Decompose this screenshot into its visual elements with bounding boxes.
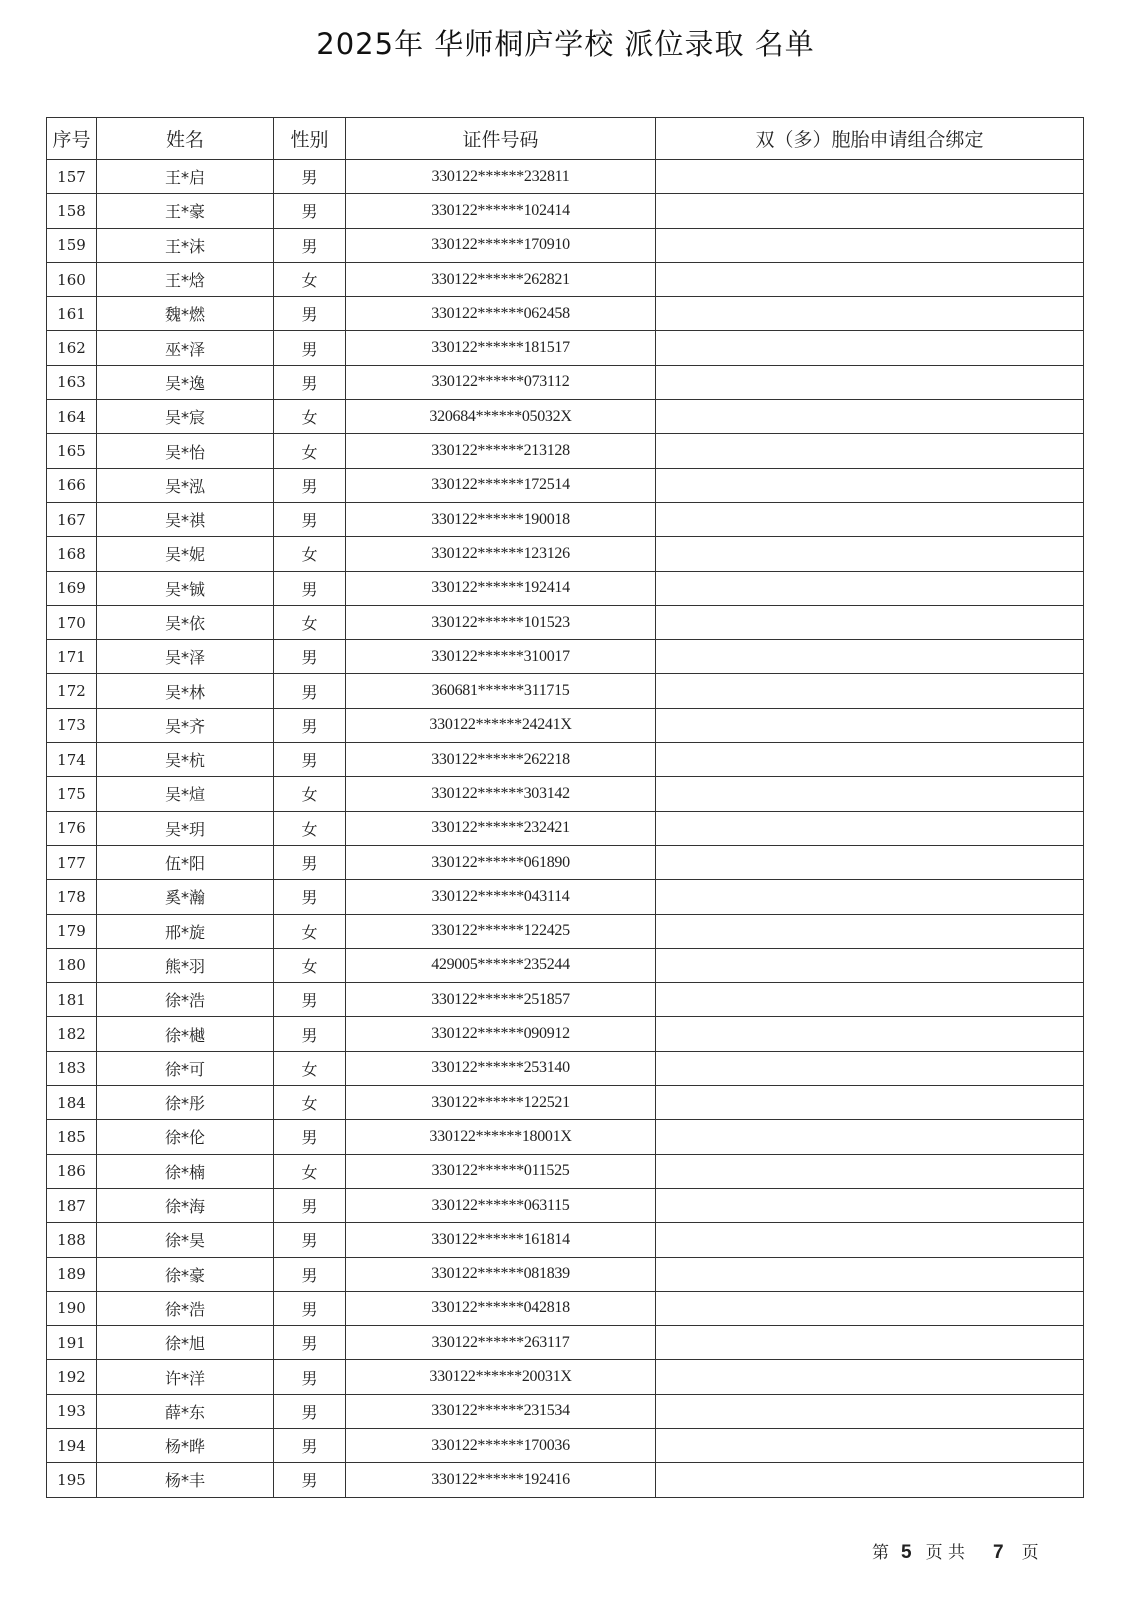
- cell-gender: 女: [274, 1086, 346, 1120]
- table-row: [47, 743, 1084, 777]
- cell-twins-binding: [656, 228, 1084, 262]
- table-row: [47, 983, 1084, 1017]
- cell-name: 徐*浩: [97, 1291, 274, 1325]
- cell-seq: 190: [47, 1291, 97, 1325]
- cell-name: 伍*阳: [97, 845, 274, 879]
- header-gender: 性别: [274, 118, 346, 160]
- cell-seq: 157: [47, 160, 97, 194]
- table-row: [47, 845, 1084, 879]
- cell-id-number: 330122******063115: [346, 1188, 656, 1222]
- cell-seq: 178: [47, 880, 97, 914]
- cell-gender: 女: [274, 1154, 346, 1188]
- cell-id-number: 330122******303142: [346, 777, 656, 811]
- table-row: [47, 1086, 1084, 1120]
- cell-gender: 男: [274, 297, 346, 331]
- cell-seq: 170: [47, 605, 97, 639]
- cell-twins-binding: [656, 845, 1084, 879]
- cell-twins-binding: [656, 1086, 1084, 1120]
- cell-twins-binding: [656, 743, 1084, 777]
- table-body: [47, 160, 1084, 1498]
- cell-twins-binding: [656, 571, 1084, 605]
- cell-name: 魏*燃: [97, 297, 274, 331]
- table-row: [47, 571, 1084, 605]
- cell-seq: 172: [47, 674, 97, 708]
- cell-name: 徐*旭: [97, 1326, 274, 1360]
- cell-name: 王*焓: [97, 262, 274, 296]
- cell-name: 杨*丰: [97, 1463, 274, 1497]
- cell-id-number: 330122******161814: [346, 1223, 656, 1257]
- cell-name: 吴*煊: [97, 777, 274, 811]
- cell-id-number: 330122******253140: [346, 1051, 656, 1085]
- table-row: [47, 1360, 1084, 1394]
- cell-name: 徐*伦: [97, 1120, 274, 1154]
- table-header-row: [47, 118, 1084, 160]
- cell-seq: 181: [47, 983, 97, 1017]
- cell-id-number: 330122******232811: [346, 160, 656, 194]
- cell-twins-binding: [656, 262, 1084, 296]
- cell-id-number: 330122******090912: [346, 1017, 656, 1051]
- cell-twins-binding: [656, 502, 1084, 536]
- cell-id-number: 330122******231534: [346, 1394, 656, 1428]
- cell-id-number: 330122******073112: [346, 365, 656, 399]
- cell-name: 徐*楠: [97, 1154, 274, 1188]
- cell-id-number: 330122******20031X: [346, 1360, 656, 1394]
- cell-gender: 男: [274, 194, 346, 228]
- cell-seq: 158: [47, 194, 97, 228]
- cell-name: 徐*昊: [97, 1223, 274, 1257]
- cell-name: 许*洋: [97, 1360, 274, 1394]
- cell-id-number: 330122******081839: [346, 1257, 656, 1291]
- cell-id-number: 330122******122521: [346, 1086, 656, 1120]
- cell-gender: 男: [274, 743, 346, 777]
- cell-gender: 男: [274, 1223, 346, 1257]
- cell-name: 王*沫: [97, 228, 274, 262]
- footer-current-page: 5: [901, 1542, 912, 1563]
- cell-gender: 男: [274, 228, 346, 262]
- cell-seq: 179: [47, 914, 97, 948]
- cell-name: 吴*逸: [97, 365, 274, 399]
- cell-id-number: 330122******251857: [346, 983, 656, 1017]
- cell-id-number: 330122******192416: [346, 1463, 656, 1497]
- cell-name: 吴*宸: [97, 400, 274, 434]
- cell-name: 巫*泽: [97, 331, 274, 365]
- cell-twins-binding: [656, 1120, 1084, 1154]
- cell-name: 徐*彤: [97, 1086, 274, 1120]
- table-row: [47, 434, 1084, 468]
- cell-seq: 175: [47, 777, 97, 811]
- cell-seq: 180: [47, 948, 97, 982]
- cell-id-number: 330122******263117: [346, 1326, 656, 1360]
- cell-name: 徐*海: [97, 1188, 274, 1222]
- footer-suffix: 页: [1021, 1543, 1039, 1563]
- cell-gender: 女: [274, 948, 346, 982]
- cell-seq: 168: [47, 537, 97, 571]
- cell-name: 吴*祺: [97, 502, 274, 536]
- cell-name: 徐*可: [97, 1051, 274, 1085]
- cell-gender: 男: [274, 1017, 346, 1051]
- table-row: [47, 777, 1084, 811]
- footer-middle: 页 共: [925, 1543, 965, 1563]
- cell-twins-binding: [656, 468, 1084, 502]
- cell-id-number: 330122******011525: [346, 1154, 656, 1188]
- cell-id-number: 330122******262218: [346, 743, 656, 777]
- header-id-number: 证件号码: [346, 118, 656, 160]
- cell-twins-binding: [656, 1360, 1084, 1394]
- cell-id-number: 330122******123126: [346, 537, 656, 571]
- table-row: [47, 1463, 1084, 1497]
- cell-seq: 191: [47, 1326, 97, 1360]
- cell-gender: 女: [274, 434, 346, 468]
- cell-gender: 男: [274, 365, 346, 399]
- cell-gender: 男: [274, 1326, 346, 1360]
- cell-id-number: 330122******18001X: [346, 1120, 656, 1154]
- cell-id-number: 330122******043114: [346, 880, 656, 914]
- table-row: [47, 1051, 1084, 1085]
- cell-name: 薛*东: [97, 1394, 274, 1428]
- cell-name: 吴*怡: [97, 434, 274, 468]
- cell-twins-binding: [656, 537, 1084, 571]
- cell-gender: 男: [274, 331, 346, 365]
- cell-seq: 163: [47, 365, 97, 399]
- cell-twins-binding: [656, 1394, 1084, 1428]
- cell-gender: 男: [274, 1428, 346, 1462]
- cell-name: 吴*杭: [97, 743, 274, 777]
- cell-twins-binding: [656, 400, 1084, 434]
- header-seq: 序号: [47, 118, 97, 160]
- cell-seq: 184: [47, 1086, 97, 1120]
- table-row: [47, 674, 1084, 708]
- cell-id-number: 330122******172514: [346, 468, 656, 502]
- cell-name: 吴*玥: [97, 811, 274, 845]
- table-row: [47, 537, 1084, 571]
- cell-twins-binding: [656, 1463, 1084, 1497]
- cell-id-number: 330122******213128: [346, 434, 656, 468]
- cell-twins-binding: [656, 297, 1084, 331]
- table-row: [47, 331, 1084, 365]
- cell-twins-binding: [656, 948, 1084, 982]
- cell-id-number: 330122******24241X: [346, 708, 656, 742]
- cell-twins-binding: [656, 1017, 1084, 1051]
- cell-twins-binding: [656, 777, 1084, 811]
- cell-twins-binding: [656, 674, 1084, 708]
- table-row: [47, 1188, 1084, 1222]
- cell-id-number: 330122******122425: [346, 914, 656, 948]
- table-row: [47, 160, 1084, 194]
- cell-seq: 182: [47, 1017, 97, 1051]
- cell-twins-binding: [656, 1257, 1084, 1291]
- cell-gender: 男: [274, 502, 346, 536]
- cell-name: 吴*林: [97, 674, 274, 708]
- cell-gender: 女: [274, 1051, 346, 1085]
- cell-seq: 173: [47, 708, 97, 742]
- cell-name: 王*启: [97, 160, 274, 194]
- cell-seq: 159: [47, 228, 97, 262]
- cell-name: 吴*泓: [97, 468, 274, 502]
- cell-gender: 男: [274, 1188, 346, 1222]
- cell-seq: 189: [47, 1257, 97, 1291]
- cell-gender: 男: [274, 571, 346, 605]
- cell-id-number: 330122******192414: [346, 571, 656, 605]
- cell-name: 徐*豪: [97, 1257, 274, 1291]
- cell-twins-binding: [656, 1428, 1084, 1462]
- table-row: [47, 811, 1084, 845]
- table-row: [47, 262, 1084, 296]
- cell-id-number: 330122******102414: [346, 194, 656, 228]
- cell-seq: 185: [47, 1120, 97, 1154]
- cell-id-number: 330122******190018: [346, 502, 656, 536]
- cell-seq: 160: [47, 262, 97, 296]
- cell-gender: 男: [274, 640, 346, 674]
- header-twins-binding: 双（多）胞胎申请组合绑定: [656, 118, 1084, 160]
- cell-twins-binding: [656, 331, 1084, 365]
- table-row: [47, 1394, 1084, 1428]
- cell-name: 吴*泽: [97, 640, 274, 674]
- cell-id-number: 330122******042818: [346, 1291, 656, 1325]
- cell-seq: 162: [47, 331, 97, 365]
- cell-gender: 男: [274, 468, 346, 502]
- cell-name: 杨*晔: [97, 1428, 274, 1462]
- table-row: [47, 1326, 1084, 1360]
- cell-seq: 195: [47, 1463, 97, 1497]
- cell-seq: 167: [47, 502, 97, 536]
- cell-twins-binding: [656, 1051, 1084, 1085]
- table-row: [47, 365, 1084, 399]
- table-row: [47, 468, 1084, 502]
- footer-prefix: 第: [872, 1543, 889, 1563]
- cell-name: 王*豪: [97, 194, 274, 228]
- cell-twins-binding: [656, 1326, 1084, 1360]
- cell-seq: 176: [47, 811, 97, 845]
- page-title: 2025年 华师桐庐学校 派位录取 名单: [316, 27, 815, 61]
- table-row: [47, 400, 1084, 434]
- cell-seq: 161: [47, 297, 97, 331]
- cell-twins-binding: [656, 1291, 1084, 1325]
- cell-twins-binding: [656, 605, 1084, 639]
- table-row: [47, 1017, 1084, 1051]
- cell-id-number: 330122******262821: [346, 262, 656, 296]
- cell-name: 吴*依: [97, 605, 274, 639]
- cell-twins-binding: [656, 914, 1084, 948]
- cell-gender: 女: [274, 811, 346, 845]
- cell-id-number: 330122******181517: [346, 331, 656, 365]
- cell-gender: 男: [274, 1463, 346, 1497]
- cell-twins-binding: [656, 811, 1084, 845]
- page-footer: [872, 1538, 1039, 1564]
- cell-seq: 166: [47, 468, 97, 502]
- cell-twins-binding: [656, 640, 1084, 674]
- cell-id-number: 320684******05032X: [346, 400, 656, 434]
- table-row: [47, 194, 1084, 228]
- cell-twins-binding: [656, 983, 1084, 1017]
- cell-gender: 女: [274, 605, 346, 639]
- table-row: [47, 1120, 1084, 1154]
- cell-gender: 女: [274, 537, 346, 571]
- table-row: [47, 640, 1084, 674]
- cell-name: 吴*铖: [97, 571, 274, 605]
- cell-name: 吴*妮: [97, 537, 274, 571]
- table-row: [47, 605, 1084, 639]
- cell-seq: 171: [47, 640, 97, 674]
- cell-gender: 男: [274, 708, 346, 742]
- table-row: [47, 708, 1084, 742]
- table-row: [47, 297, 1084, 331]
- cell-twins-binding: [656, 1223, 1084, 1257]
- table-row: [47, 948, 1084, 982]
- cell-twins-binding: [656, 880, 1084, 914]
- cell-id-number: 330122******062458: [346, 297, 656, 331]
- cell-twins-binding: [656, 434, 1084, 468]
- table-row: [47, 1291, 1084, 1325]
- header-name: 姓名: [97, 118, 274, 160]
- cell-gender: 男: [274, 845, 346, 879]
- cell-name: 徐*樾: [97, 1017, 274, 1051]
- cell-id-number: 429005******235244: [346, 948, 656, 982]
- cell-gender: 男: [274, 1291, 346, 1325]
- cell-seq: 169: [47, 571, 97, 605]
- cell-gender: 男: [274, 983, 346, 1017]
- cell-gender: 男: [274, 880, 346, 914]
- cell-twins-binding: [656, 708, 1084, 742]
- table-row: [47, 914, 1084, 948]
- cell-seq: 174: [47, 743, 97, 777]
- cell-name: 熊*羽: [97, 948, 274, 982]
- cell-id-number: 330122******310017: [346, 640, 656, 674]
- cell-id-number: 360681******311715: [346, 674, 656, 708]
- footer-total-pages: 7: [992, 1542, 1004, 1563]
- cell-seq: 192: [47, 1360, 97, 1394]
- cell-gender: 男: [274, 1394, 346, 1428]
- table-row: [47, 502, 1084, 536]
- cell-seq: 183: [47, 1051, 97, 1085]
- table-row: [47, 1428, 1084, 1462]
- cell-id-number: 330122******170036: [346, 1428, 656, 1462]
- cell-twins-binding: [656, 194, 1084, 228]
- cell-seq: 193: [47, 1394, 97, 1428]
- cell-gender: 男: [274, 160, 346, 194]
- cell-twins-binding: [656, 1154, 1084, 1188]
- cell-seq: 188: [47, 1223, 97, 1257]
- cell-gender: 男: [274, 1257, 346, 1291]
- cell-name: 奚*瀚: [97, 880, 274, 914]
- table-row: [47, 1154, 1084, 1188]
- cell-gender: 男: [274, 1120, 346, 1154]
- cell-name: 邢*旋: [97, 914, 274, 948]
- cell-id-number: 330122******061890: [346, 845, 656, 879]
- cell-gender: 女: [274, 914, 346, 948]
- cell-seq: 194: [47, 1428, 97, 1462]
- cell-gender: 女: [274, 262, 346, 296]
- table-row: [47, 880, 1084, 914]
- cell-seq: 187: [47, 1188, 97, 1222]
- cell-gender: 女: [274, 400, 346, 434]
- cell-name: 徐*浩: [97, 983, 274, 1017]
- cell-gender: 男: [274, 1360, 346, 1394]
- cell-id-number: 330122******170910: [346, 228, 656, 262]
- cell-seq: 177: [47, 845, 97, 879]
- cell-seq: 186: [47, 1154, 97, 1188]
- table-row: [47, 228, 1084, 262]
- cell-name: 吴*齐: [97, 708, 274, 742]
- cell-seq: 165: [47, 434, 97, 468]
- cell-twins-binding: [656, 1188, 1084, 1222]
- cell-twins-binding: [656, 160, 1084, 194]
- cell-twins-binding: [656, 365, 1084, 399]
- cell-gender: 男: [274, 674, 346, 708]
- cell-id-number: 330122******101523: [346, 605, 656, 639]
- cell-seq: 164: [47, 400, 97, 434]
- cell-gender: 女: [274, 777, 346, 811]
- cell-id-number: 330122******232421: [346, 811, 656, 845]
- table-row: [47, 1257, 1084, 1291]
- admission-table: [46, 117, 1084, 1498]
- table-row: [47, 1223, 1084, 1257]
